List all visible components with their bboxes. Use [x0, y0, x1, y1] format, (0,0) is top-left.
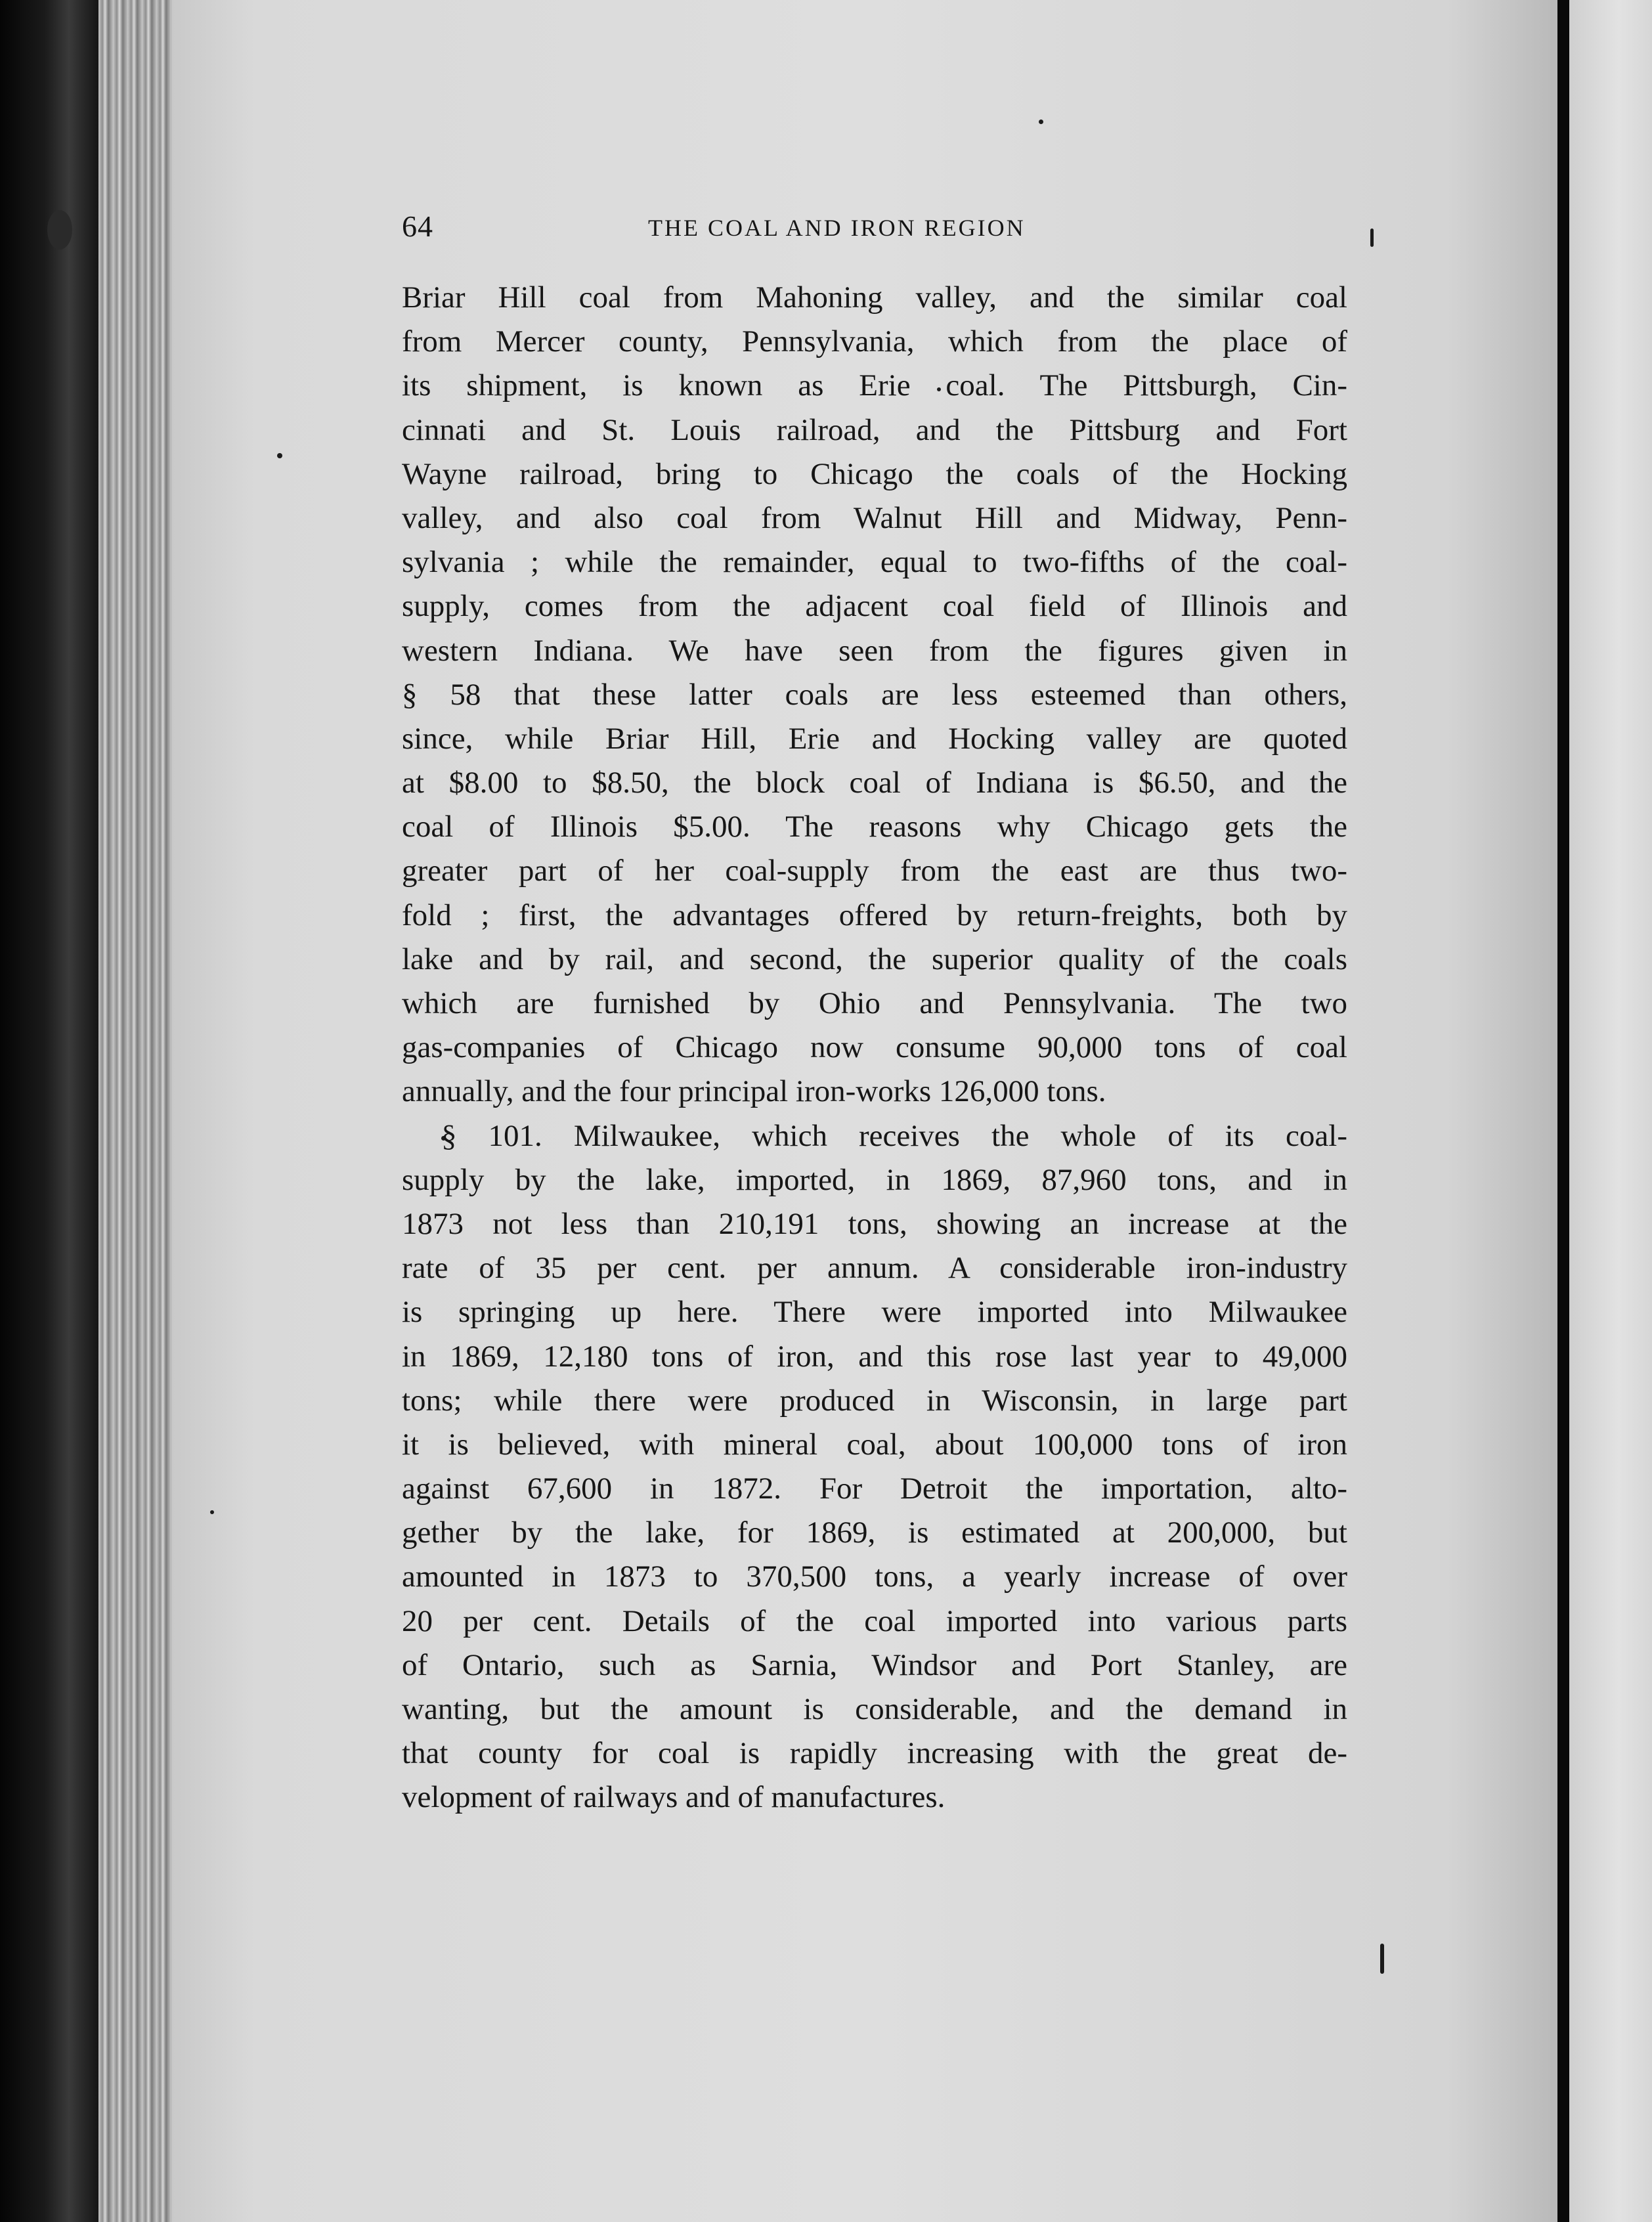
text-line: coal of Illinois $5.00. The reasons why Chicago gets the	[402, 810, 1347, 844]
text-line: 1873 not less than 210,191 tons, showing an increase at the	[402, 1206, 1347, 1241]
text-line: that county for coal is rapidly increasing with the great de-	[402, 1736, 1347, 1771]
text-line: against 67,600 in 1872. For Detroit the importation, alto-	[402, 1471, 1347, 1506]
text-line: 20 per cent. Details of the coal imported into various parts	[402, 1603, 1347, 1638]
text-line: wanting, but the amount is considerable, and the demand in	[402, 1692, 1347, 1726]
paragraph-end-line: velopment of railways and of manufactures.	[402, 1780, 946, 1815]
text-line: tons; while there were produced in Wisconsin, in large part	[402, 1383, 1347, 1418]
dust-speck	[210, 1510, 214, 1514]
text-line: gas-companies of Chicago now consume 90,000 tons of coal	[402, 1030, 1347, 1065]
text-line: since, while Briar Hill, Erie and Hocking valley are quoted	[402, 721, 1347, 756]
page-edges	[98, 0, 177, 2222]
text-line: § 58 that these latter coals are less esteemed than others,	[402, 677, 1347, 712]
dust-speck	[1370, 229, 1374, 247]
text-line: supply by the lake, imported, in 1869, 87,960 tons, and in	[402, 1162, 1347, 1197]
text-line: of Ontario, such as Sarnia, Windsor and Port Stanley, are	[402, 1647, 1347, 1682]
page-number: 64	[402, 209, 433, 243]
text-line: rate of 35 per cent. per annum. A considerable iron-industry	[402, 1251, 1347, 1286]
page-gutter	[1557, 0, 1569, 2222]
dust-speck	[47, 210, 72, 250]
text-line: fold ; first, the advantages offered by return-freights, both by	[402, 898, 1347, 932]
book-spine-edge	[0, 0, 98, 2222]
text-line: western Indiana. We have seen from the figures given in	[402, 633, 1347, 668]
text-line: its shipment, is known as Erie coal. The Pittsburgh, Cin-	[402, 368, 1347, 403]
paragraph-end-line: annually, and the four principal iron-works 126,000 tons.	[402, 1074, 1106, 1109]
text-line: Briar Hill coal from Mahoning valley, and the similar coal	[402, 280, 1347, 315]
running-head	[402, 209, 1347, 251]
dust-speck	[277, 453, 282, 458]
text-line: valley, and also coal from Walnut Hill and Midway, Penn-	[402, 500, 1347, 535]
text-line: Wayne railroad, bring to Chicago the coals of the Hocking	[402, 456, 1347, 491]
text-line: gether by the lake, for 1869, is estimated at 200,000, but	[402, 1515, 1347, 1550]
text-line: it is believed, with mineral coal, about 100,000 tons of iron	[402, 1427, 1347, 1462]
text-line: supply, comes from the adjacent coal field of Illinois and	[402, 589, 1347, 624]
body-text	[402, 276, 1347, 1820]
dust-speck	[1039, 120, 1043, 124]
text-line: cinnati and St. Louis railroad, and the Pittsburg and Fort	[402, 412, 1347, 447]
text-line: greater part of her coal-supply from the east are thus two-	[402, 854, 1347, 888]
text-line: is springing up here. There were imported into Milwaukee	[402, 1295, 1347, 1330]
facing-page-edge	[1569, 0, 1652, 2222]
dust-speck	[1380, 1944, 1384, 1974]
text-line: at $8.00 to $8.50, the block coal of Indiana is $6.50, and the	[402, 766, 1347, 800]
paragraph-start-line: § 101. Milwaukee, which receives the whole of its coal-	[441, 1118, 1347, 1153]
text-line: in 1869, 12,180 tons of iron, and this rose last year to 49,000	[402, 1339, 1347, 1374]
text-line: lake and by rail, and second, the superior quality of the coals	[402, 942, 1347, 976]
text-line: from Mercer county, Pennsylvania, which from the place of	[402, 324, 1347, 359]
running-title: THE COAL AND IRON REGION	[648, 215, 1026, 241]
text-line: which are furnished by Ohio and Pennsylvania. The two	[402, 986, 1347, 1020]
text-line: sylvania ; while the remainder, equal to two-fifths of the coal-	[402, 545, 1347, 580]
text-line: amounted in 1873 to 370,500 tons, a yearly increase of over	[402, 1559, 1347, 1594]
